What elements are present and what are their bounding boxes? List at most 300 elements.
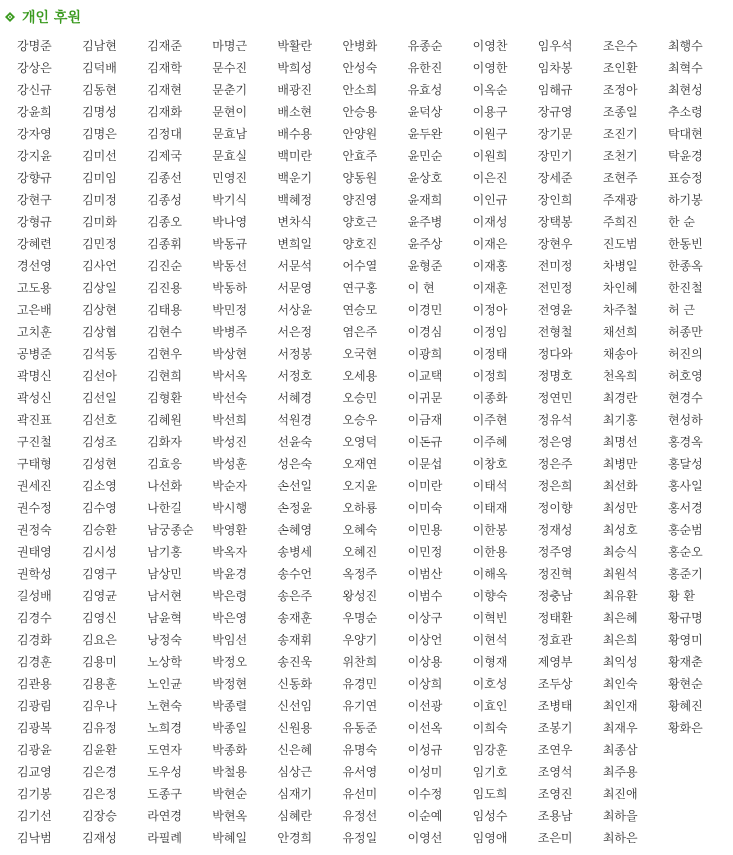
donor-name: 이현석 xyxy=(472,633,508,647)
donor-name: 차인혜 xyxy=(602,281,638,295)
donor-name: 남서현 xyxy=(147,589,182,603)
donor-name: 이정임 xyxy=(472,325,508,339)
donor-name: 고치훈 xyxy=(17,325,52,339)
donor-name: 강윤희 xyxy=(17,105,52,119)
donor-name: 우명순 xyxy=(342,611,378,625)
donor-name: 마명근 xyxy=(212,39,248,53)
donor-name: 김종휘 xyxy=(147,237,182,251)
donor-name: 최원석 xyxy=(602,567,638,581)
donor-row xyxy=(0,563,733,585)
donor-name: 김우나 xyxy=(82,699,117,713)
donor-name: 이한용 xyxy=(472,545,508,559)
donor-name: 남윤혁 xyxy=(147,611,182,625)
donor-name: 박철용 xyxy=(212,765,248,779)
donor-row xyxy=(0,497,733,519)
donor-name: 조은수 xyxy=(602,39,638,53)
donor-name: 이정태 xyxy=(472,347,508,361)
donor-name: 최인재 xyxy=(602,699,638,713)
donor-name: 이희숙 xyxy=(472,721,508,735)
donor-name: 유동준 xyxy=(342,721,378,735)
donor-name: 정충남 xyxy=(537,589,573,603)
donor-name: 권태영 xyxy=(17,545,52,559)
donor-name: 조병태 xyxy=(537,699,573,713)
donor-name: 양동원 xyxy=(342,171,378,185)
donor-name: 오지윤 xyxy=(342,479,378,493)
donor-name: 박나영 xyxy=(212,215,248,229)
donor-row xyxy=(0,57,733,79)
donor-name: 변희일 xyxy=(277,237,313,251)
donor-name: 최경란 xyxy=(602,391,638,405)
donor-name: 송재휘 xyxy=(277,633,313,647)
donor-name: 유종순 xyxy=(407,39,443,53)
section-header xyxy=(3,6,81,28)
donor-name: 김미선 xyxy=(82,149,117,163)
donor-name: 이효인 xyxy=(472,699,508,713)
donor-name: 정명호 xyxy=(537,369,573,383)
donor-name: 전민정 xyxy=(537,281,573,295)
donor-name: 이재홍 xyxy=(472,259,508,273)
donor-name: 오영덕 xyxy=(342,435,378,449)
donor-name: 이순예 xyxy=(407,809,443,823)
donor-name: 김용미 xyxy=(82,655,117,669)
donor-name: 고은배 xyxy=(17,303,52,317)
donor-name: 박정오 xyxy=(212,655,248,669)
donor-name: 이교택 xyxy=(407,369,443,383)
donor-name: 김진용 xyxy=(147,281,182,295)
donor-name: 김종성 xyxy=(147,193,182,207)
donor-name: 송은주 xyxy=(277,589,313,603)
donor-name: 제영부 xyxy=(537,655,573,669)
donor-name: 오세용 xyxy=(342,369,378,383)
donor-name: 정연민 xyxy=(537,391,573,405)
donor-name: 김낙범 xyxy=(17,831,52,845)
donor-name: 이창호 xyxy=(472,457,508,471)
donor-name: 안성숙 xyxy=(342,61,378,75)
donor-name: 김선아 xyxy=(82,369,117,383)
donor-name: 김종선 xyxy=(147,171,182,185)
donor-name: 이수정 xyxy=(407,787,443,801)
donor-name: 임성수 xyxy=(472,809,508,823)
donor-name: 최재우 xyxy=(602,721,638,735)
donor-name: 신원용 xyxy=(277,721,313,735)
donor-name: 이정희 xyxy=(472,369,508,383)
donor-name: 황화은 xyxy=(667,721,703,735)
donor-name: 조봉기 xyxy=(537,721,573,735)
donor-name: 손혜영 xyxy=(277,523,313,537)
donor-name: 오승민 xyxy=(342,391,378,405)
donor-row xyxy=(0,35,733,57)
donor-name: 현경수 xyxy=(667,391,703,405)
donor-row xyxy=(0,211,733,233)
donor-name: 유서영 xyxy=(342,765,378,779)
donor-name: 김사언 xyxy=(82,259,117,273)
donor-name: 안경희 xyxy=(277,831,313,845)
donor-name: 홍서경 xyxy=(667,501,703,515)
donor-name: 고도용 xyxy=(17,281,52,295)
donor-name: 장세준 xyxy=(537,171,573,185)
donor-name: 차병일 xyxy=(602,259,638,273)
donor-name: 홍사일 xyxy=(667,479,703,493)
donor-name: 배수용 xyxy=(277,127,313,141)
donor-name: 김시성 xyxy=(82,545,117,559)
donor-name: 황 환 xyxy=(667,589,695,603)
donor-name: 임우석 xyxy=(537,39,573,53)
donor-name: 안효주 xyxy=(342,149,378,163)
donor-name: 노희경 xyxy=(147,721,182,735)
donor-name: 임차봉 xyxy=(537,61,573,75)
donor-name: 심재기 xyxy=(277,787,313,801)
donor-name: 임강훈 xyxy=(472,743,508,757)
donor-name: 박종렬 xyxy=(212,699,248,713)
donor-name: 조영진 xyxy=(537,787,573,801)
donor-name: 김덕배 xyxy=(82,61,117,75)
donor-name: 박윤경 xyxy=(212,567,248,581)
donor-row xyxy=(0,827,733,849)
donor-name: 장인희 xyxy=(537,193,573,207)
donor-name: 이성규 xyxy=(407,743,443,757)
donor-name: 권세진 xyxy=(17,479,52,493)
donor-name: 김용훈 xyxy=(82,677,117,691)
donor-name: 곽성신 xyxy=(17,391,52,405)
donor-name: 서상윤 xyxy=(277,303,313,317)
donor-name: 유한진 xyxy=(407,61,443,75)
donor-name: 서문영 xyxy=(277,281,313,295)
green-diamond-icon xyxy=(5,12,15,22)
section-title: 개인 후원 xyxy=(22,10,81,26)
donor-name: 최성호 xyxy=(602,523,638,537)
donor-name: 김재현 xyxy=(147,83,182,97)
donor-name: 연구홍 xyxy=(342,281,378,295)
donor-name: 이범수 xyxy=(407,589,443,603)
donor-name: 최은혜 xyxy=(602,611,638,625)
donor-name: 유명숙 xyxy=(342,743,378,757)
donor-name: 박선숙 xyxy=(212,391,248,405)
donor-name: 김광복 xyxy=(17,721,52,735)
donor-name: 구진철 xyxy=(17,435,52,449)
donor-name: 오국현 xyxy=(342,347,378,361)
donor-name: 라필례 xyxy=(147,831,182,845)
donor-name: 도우성 xyxy=(147,765,182,779)
donor-name: 한진철 xyxy=(667,281,703,295)
donor-name: 강형규 xyxy=(17,215,52,229)
donor-name xyxy=(668,739,733,761)
donor-name: 김현수 xyxy=(147,325,182,339)
donor-name: 이해옥 xyxy=(472,567,508,581)
donor-name: 박동규 xyxy=(212,237,248,251)
donor-name: 변차식 xyxy=(277,215,313,229)
donor-name: 박희성 xyxy=(277,61,313,75)
donor-name: 이금재 xyxy=(407,413,443,427)
donor-name xyxy=(668,761,733,783)
donor-name: 김성조 xyxy=(82,435,117,449)
donor-name: 노인균 xyxy=(147,677,182,691)
donor-name: 윤민순 xyxy=(407,149,443,163)
donor-name: 김요은 xyxy=(82,633,117,647)
donor-name: 임도희 xyxy=(472,787,508,801)
donor-name: 조정아 xyxy=(602,83,638,97)
donor-name: 정효관 xyxy=(537,633,573,647)
donor-name: 정다와 xyxy=(537,347,573,361)
donor-name: 최혁수 xyxy=(667,61,703,75)
donor-name: 탁대현 xyxy=(667,127,703,141)
donor-name: 홍경옥 xyxy=(667,435,703,449)
donor-name: 장현우 xyxy=(537,237,573,251)
donor-name: 윤두완 xyxy=(407,127,443,141)
donor-name: 강지윤 xyxy=(17,149,52,163)
donor-name: 김미화 xyxy=(82,215,117,229)
donor-name: 임영애 xyxy=(472,831,508,845)
donor-name: 최승식 xyxy=(602,545,638,559)
donor-name: 박성진 xyxy=(212,435,248,449)
donor-name: 김혜원 xyxy=(147,413,182,427)
donor-row xyxy=(0,673,733,695)
donor-name: 이종화 xyxy=(472,391,508,405)
donor-name: 권정숙 xyxy=(17,523,52,537)
donor-name: 황영미 xyxy=(667,633,703,647)
donor-name: 이 현 xyxy=(407,281,435,295)
donor-name: 이영찬 xyxy=(472,39,508,53)
donor-name: 이민정 xyxy=(407,545,443,559)
donor-name: 정은영 xyxy=(537,435,573,449)
donor-name: 김상현 xyxy=(82,303,117,317)
donor-name: 김진순 xyxy=(147,259,182,273)
donor-name: 이재은 xyxy=(472,237,508,251)
donor-name: 이미숙 xyxy=(407,501,443,515)
donor-name: 박기식 xyxy=(212,193,248,207)
donor-name: 박현순 xyxy=(212,787,248,801)
donor-name: 홍순오 xyxy=(667,545,703,559)
donor-name: 김교영 xyxy=(17,765,52,779)
donor-name: 정진혁 xyxy=(537,567,573,581)
donor-name: 박순자 xyxy=(212,479,248,493)
donor-name: 이범산 xyxy=(407,567,443,581)
donor-name: 유정선 xyxy=(342,809,378,823)
donor-row xyxy=(0,695,733,717)
donor-row xyxy=(0,189,733,211)
donor-name: 추소령 xyxy=(667,105,703,119)
donor-name: 경선영 xyxy=(17,259,52,273)
donor-name: 이주혜 xyxy=(472,435,508,449)
donor-name: 한종옥 xyxy=(667,259,703,273)
donor-name: 이광희 xyxy=(407,347,443,361)
donor-name: 윤덕상 xyxy=(407,105,443,119)
donor-name: 채선희 xyxy=(602,325,638,339)
donor-name: 양호진 xyxy=(342,237,378,251)
donor-name: 강신규 xyxy=(17,83,52,97)
donor-name: 장규영 xyxy=(537,105,573,119)
donor-name: 문춘기 xyxy=(212,83,248,97)
donor-name: 황규명 xyxy=(667,611,703,625)
donor-name: 낭정숙 xyxy=(147,633,182,647)
donor-name: 박은영 xyxy=(212,611,248,625)
donor-name: 남기홍 xyxy=(147,545,182,559)
donor-name: 이귀문 xyxy=(407,391,443,405)
donor-name: 성은숙 xyxy=(277,457,313,471)
donor-name: 이상언 xyxy=(407,633,443,647)
donor-name: 신동화 xyxy=(277,677,313,691)
donor-name: 김제국 xyxy=(147,149,182,163)
donor-name: 표승정 xyxy=(667,171,703,185)
donor-name: 한동빈 xyxy=(667,237,703,251)
donor-name: 최진애 xyxy=(602,787,638,801)
donor-name: 조두상 xyxy=(537,677,573,691)
donor-name: 나한길 xyxy=(147,501,182,515)
donor-name: 이원구 xyxy=(472,127,508,141)
donor-name: 김은경 xyxy=(82,765,117,779)
donor-name: 송재훈 xyxy=(277,611,313,625)
donor-name: 이인규 xyxy=(472,193,508,207)
donor-name: 김유정 xyxy=(82,721,117,735)
donor-name: 이혁빈 xyxy=(472,611,508,625)
donor-name: 안소희 xyxy=(342,83,378,97)
donor-name: 정유석 xyxy=(537,413,573,427)
donor-name: 김동현 xyxy=(82,83,117,97)
donor-name: 진도범 xyxy=(602,237,638,251)
donor-name: 김태용 xyxy=(147,303,182,317)
donor-name: 박민정 xyxy=(212,303,248,317)
donor-name: 오혜진 xyxy=(342,545,378,559)
donor-name: 김광윤 xyxy=(17,743,52,757)
donor-name: 도연자 xyxy=(147,743,182,757)
donor-name: 김수영 xyxy=(82,501,117,515)
donor-name: 박성훈 xyxy=(212,457,248,471)
donor-row xyxy=(0,277,733,299)
donor-name: 김윤환 xyxy=(82,743,117,757)
donor-row xyxy=(0,475,733,497)
donor-name: 오승우 xyxy=(342,413,378,427)
donor-name: 김재준 xyxy=(147,39,182,53)
donor-name xyxy=(668,805,733,827)
donor-name: 최기홍 xyxy=(602,413,638,427)
donor-name: 이은진 xyxy=(472,171,508,185)
donor-name: 박임선 xyxy=(212,633,248,647)
donor-name: 이선옥 xyxy=(407,721,443,735)
donor-row xyxy=(0,431,733,453)
donor-row xyxy=(0,343,733,365)
donor-row xyxy=(0,167,733,189)
donor-name: 전영윤 xyxy=(537,303,573,317)
donor-name: 유효성 xyxy=(407,83,443,97)
donor-name: 서정봉 xyxy=(277,347,313,361)
donor-name: 최성만 xyxy=(602,501,638,515)
donor-name: 윤상호 xyxy=(407,171,443,185)
donor-row xyxy=(0,629,733,651)
donor-name: 도종구 xyxy=(147,787,182,801)
donor-name: 허종만 xyxy=(667,325,703,339)
donor-name: 이재훈 xyxy=(472,281,508,295)
donor-name: 박선희 xyxy=(212,413,248,427)
donor-name: 이경민 xyxy=(407,303,443,317)
donor-name: 박정현 xyxy=(212,677,248,691)
donor-name: 라연경 xyxy=(147,809,182,823)
donor-name: 임해규 xyxy=(537,83,573,97)
donor-name: 김광림 xyxy=(17,699,52,713)
donor-row xyxy=(0,365,733,387)
donor-name: 이상용 xyxy=(407,655,443,669)
donor-name: 정은주 xyxy=(537,457,573,471)
donor-name: 정이향 xyxy=(537,501,573,515)
donor-name: 김명은 xyxy=(82,127,117,141)
donor-name: 박은령 xyxy=(212,589,248,603)
donor-name: 김명성 xyxy=(82,105,117,119)
donor-name: 황현순 xyxy=(667,677,703,691)
donor-name: 안승용 xyxy=(342,105,378,119)
donor-name: 손정윤 xyxy=(277,501,313,515)
donor-name: 조은미 xyxy=(537,831,573,845)
donor-name: 심혜란 xyxy=(277,809,313,823)
donor-name: 박서옥 xyxy=(212,369,248,383)
donor-name: 김상협 xyxy=(82,325,117,339)
donor-name: 권수정 xyxy=(17,501,52,515)
donor-name: 오혜숙 xyxy=(342,523,378,537)
donor-name: 김경수 xyxy=(17,611,52,625)
donor-name: 이성미 xyxy=(407,765,443,779)
donor-name: 강향규 xyxy=(17,171,52,185)
donor-row xyxy=(0,123,733,145)
donor-name: 김종오 xyxy=(147,215,182,229)
donor-name: 백혜정 xyxy=(277,193,313,207)
donor-name: 남상민 xyxy=(147,567,182,581)
donor-name: 이민용 xyxy=(407,523,443,537)
donor-name: 박영환 xyxy=(212,523,248,537)
donor-name: 이영선 xyxy=(407,831,443,845)
donor-name: 김영구 xyxy=(82,567,117,581)
donor-name: 배소현 xyxy=(277,105,313,119)
donor-name: 이태재 xyxy=(472,501,508,515)
donor-row xyxy=(0,409,733,431)
donor-name: 이향숙 xyxy=(472,589,508,603)
donor-name: 김승환 xyxy=(82,523,117,537)
donor-name: 왕성진 xyxy=(342,589,378,603)
donor-name: 김재성 xyxy=(82,831,117,845)
donor-name: 김영균 xyxy=(82,589,117,603)
donor-name: 이미란 xyxy=(407,479,443,493)
donor-name: 김화자 xyxy=(147,435,182,449)
donor-name: 최명선 xyxy=(602,435,638,449)
donor-name: 박활란 xyxy=(277,39,313,53)
donor-name: 김장승 xyxy=(82,809,117,823)
donor-name: 강자영 xyxy=(17,127,52,141)
donor-name: 이태석 xyxy=(472,479,508,493)
donor-name: 송병세 xyxy=(277,545,313,559)
donor-name: 양진영 xyxy=(342,193,378,207)
donor-name: 유정일 xyxy=(342,831,378,845)
donor-row xyxy=(0,651,733,673)
donor-name: 박현옥 xyxy=(212,809,248,823)
donor-name: 어수열 xyxy=(342,259,378,273)
donor-name: 신은혜 xyxy=(277,743,313,757)
donor-name: 서문석 xyxy=(277,259,313,273)
donor-name: 선윤숙 xyxy=(277,435,313,449)
donor-name: 문효실 xyxy=(212,149,248,163)
donor-name: 이호성 xyxy=(472,677,508,691)
donor-name: 오재연 xyxy=(342,457,378,471)
donor-name: 유선미 xyxy=(342,787,378,801)
donor-name: 이용구 xyxy=(472,105,508,119)
donor-name: 전미정 xyxy=(537,259,573,273)
donor-name: 노현숙 xyxy=(147,699,182,713)
donor-row xyxy=(0,805,733,827)
donor-name-grid xyxy=(0,35,733,849)
donor-name: 이주현 xyxy=(472,413,508,427)
donor-name: 홍순범 xyxy=(667,523,703,537)
donor-name: 강혜련 xyxy=(17,237,52,251)
donor-name: 탁윤경 xyxy=(667,149,703,163)
donor-name: 김남현 xyxy=(82,39,117,53)
donor-name: 강상은 xyxy=(17,61,52,75)
donor-name: 손선일 xyxy=(277,479,313,493)
donor-name: 박시행 xyxy=(212,501,248,515)
